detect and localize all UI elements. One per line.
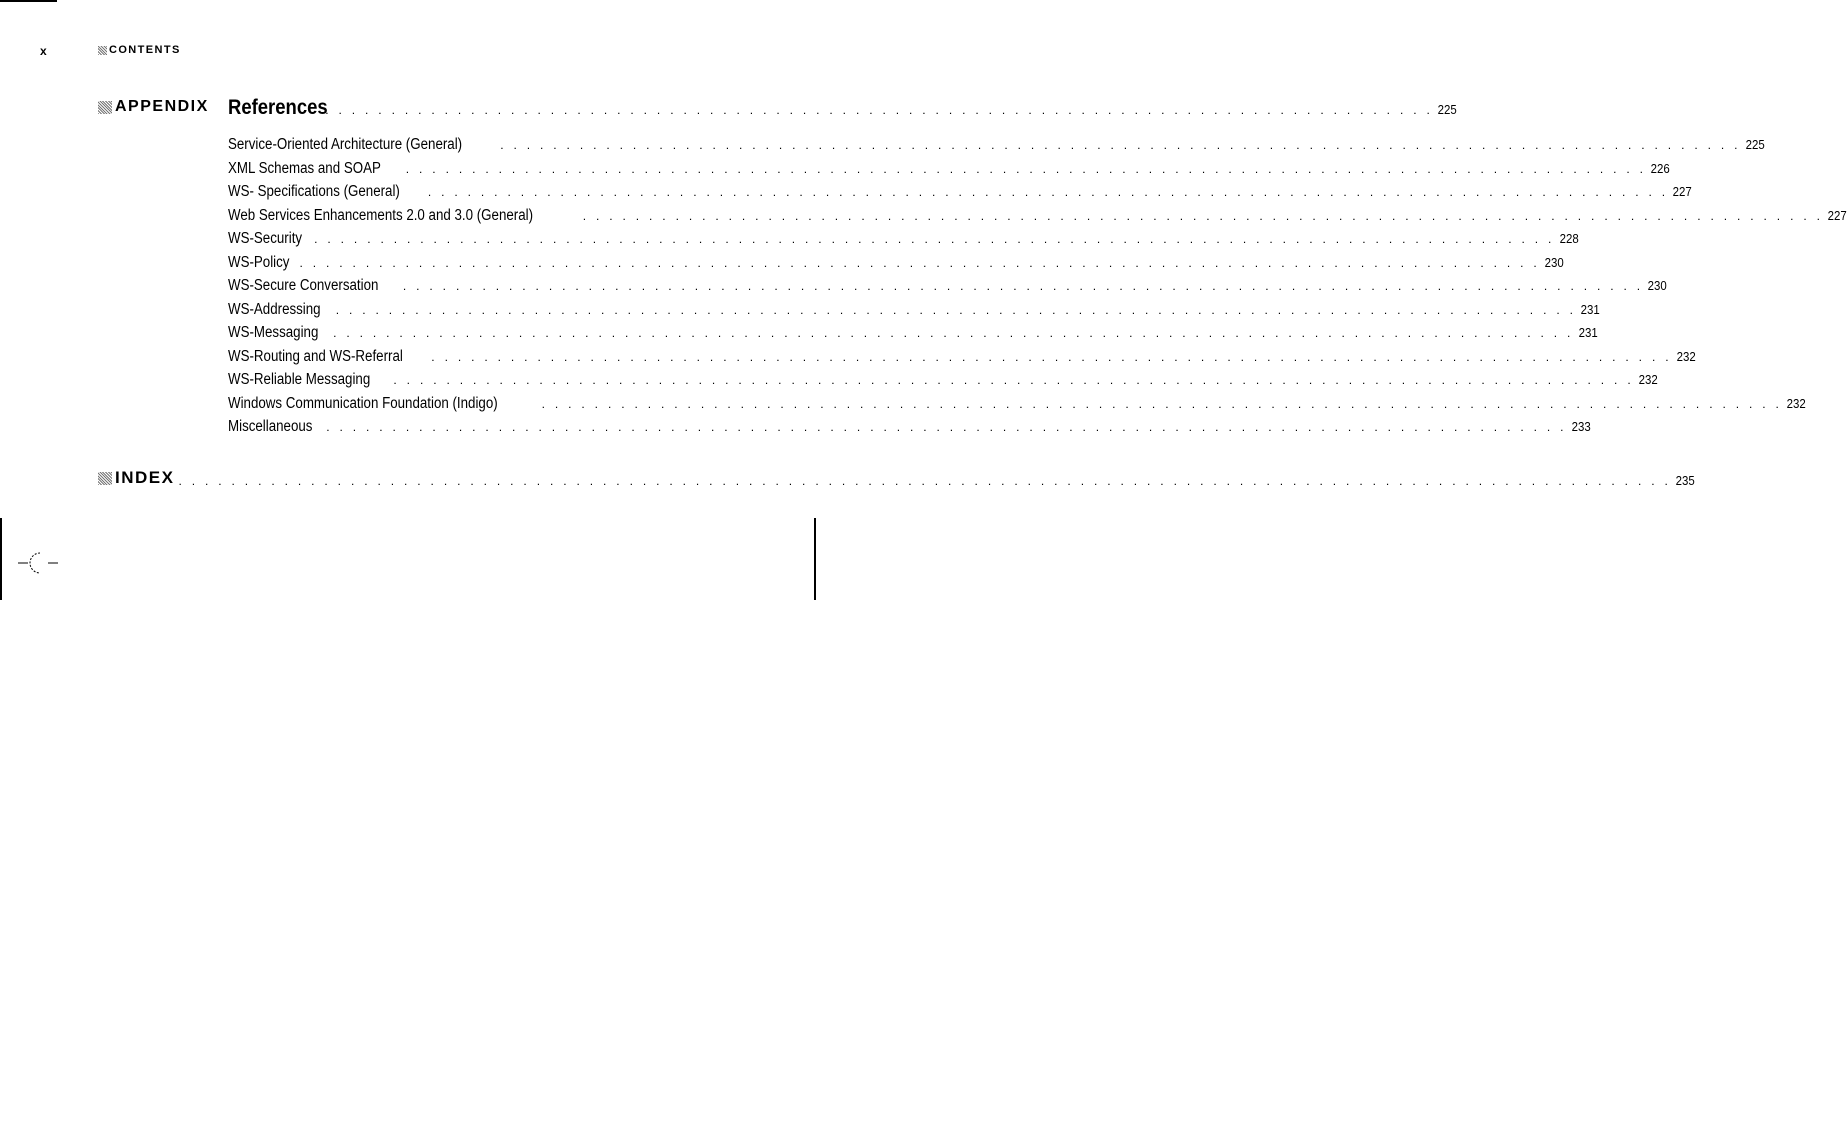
toc-entry[interactable] [228, 159, 1671, 184]
toc-heading-title: References [228, 96, 328, 119]
dot-leader: . . . . . . . . . . . . . . . . . . . . . . . . . . . . . . . . . . . . . . . . . . . . . . . . . . . . . . . . . . . . . . . . . . . . . . . . . . . . . . . . . . . . . . . . . . . . . . [326, 420, 1567, 434]
toc-heading-index[interactable] [98, 468, 1695, 488]
toc-page-number: 227 [1827, 207, 1847, 223]
toc-entry-title: XML Schemas and SOAP [228, 159, 381, 177]
dot-leader: . . . . . . . . . . . . . . . . . . . . . . . . . . . . . . . . . . . . . . . . . . . . . . . . . . . . . . . . . . . . . . . . . . . . . . . . . . . . . . . . . . . . . . . . . . . . . . [500, 138, 1741, 152]
toc-entry-list [228, 136, 1847, 442]
toc-entry[interactable] [228, 300, 1600, 325]
toc-entry[interactable] [228, 136, 1765, 160]
toc-entry[interactable] [228, 418, 1591, 442]
toc-page-number: 225 [1745, 137, 1765, 152]
toc-entry-title: WS-Policy [228, 253, 290, 271]
toc-page-number: 231 [1578, 325, 1598, 340]
toc-entry[interactable] [228, 253, 1564, 278]
appendix-label [98, 98, 209, 116]
toc-heading-references[interactable] [228, 96, 1457, 120]
registration-mark-icon [18, 548, 58, 578]
dot-leader: . . . . . . . . . . . . . . . . . . . . . . . . . . . . . . . . . . . . . . . . . . . . . . . . . . . . . . . . . . . . . . . . . . . . . . . . . . . . . . . . . . . . . . . . . . . . . . [335, 302, 1577, 317]
running-head [98, 44, 181, 56]
toc-entry[interactable] [228, 230, 1579, 254]
toc-entry-title: WS-Secure Conversation [228, 277, 379, 294]
toc-page-number: 233 [1571, 419, 1591, 434]
toc-entry[interactable] [228, 183, 1693, 207]
running-head-label: CONTENTS [109, 44, 181, 56]
toc-entry-title: WS- Specifications (General) [228, 183, 400, 200]
toc-entry[interactable] [228, 347, 1696, 372]
toc-entry-title: Service-Oriented Architecture (General) [228, 136, 463, 153]
crop-mark-right [814, 518, 816, 600]
toc-page-number: 235 [1675, 472, 1695, 488]
toc-entry-title: Web Services Enhancements 2.0 and 3.0 (General) [228, 206, 534, 224]
toc-entry-title: WS-Reliable Messaging [228, 371, 371, 388]
toc-entry-title: WS-Messaging [228, 324, 319, 341]
dot-leader: . . . . . . . . . . . . . . . . . . . . . . . . . . . . . . . . . . . . . . . . . . . . . . . . . . . . . . . . . . . . . . . . . . . . . . . . . . . . . . . . . . . . . . . . . . . . . . [314, 232, 1555, 246]
toc-entry[interactable] [228, 277, 1668, 301]
index-label: INDEX [115, 468, 175, 487]
toc-entry[interactable] [228, 324, 1598, 348]
crop-mark-left [0, 518, 2, 600]
toc-entry-title: Windows Communication Foundation (Indigo) [228, 394, 498, 412]
dot-leader: . . . . . . . . . . . . . . . . . . . . . . . . . . . . . . . . . . . . . . . . . . . . . . . . . . . . . . . . . . . . . . . . . . . . . . . . . . . . . . . . . . . . . . . . . . . . . . [402, 279, 1644, 293]
bullet-tick-icon [98, 46, 107, 55]
toc-page-number: 230 [1544, 254, 1564, 270]
toc-index-title [98, 468, 178, 488]
toc-entry-title: WS-Routing and WS-Referral [228, 347, 403, 365]
toc-page-number: 225 [1437, 102, 1457, 117]
page-number: x [40, 44, 47, 58]
toc-page-number: 227 [1673, 184, 1693, 199]
toc-entry-title: Miscellaneous [228, 418, 313, 435]
bullet-tick-icon [98, 101, 112, 114]
toc-page-number: 226 [1650, 160, 1671, 176]
dot-leader: . . . . . . . . . . . . . . . . . . . . . . . . . . . . . . . . . . . . . . . . . . . . . . . . . . . . . . . . . . . . . . . . . . . . . . . . . . . . . . . . . . . . . . . . . . . . . . [427, 185, 1669, 199]
toc-page-number: 230 [1648, 278, 1668, 293]
crop-mark-top [0, 0, 57, 2]
dot-leader: . . . . . . . . . . . . . . . . . . . . . . . . . . . . . . . . . . . . . . . . . . . . . . . . . . . . . . . . . . . . . . . . . . . . . . . . . . . . . . . . . . . . . . . . . . . . . . [333, 326, 1574, 340]
toc-page-number: 232 [1676, 348, 1696, 364]
dot-leader: . . . . . . . . . . . . . . . . . . . . . . . . . . . . . . . . . . . . . . . . . . . . . . . . . . . . . . . . . . . . . . . . . . . . . . . . . . . . . . . . . . . . . . . . . . . . . . [299, 255, 1541, 270]
dot-leader: . . . . . . . . . . . . . . . . . . . . . . . . . . . . . . . . . . . . . . . . . . . . . . . . . . . . . . . . . . . . . . . . . . . . . . . . . . . . . . . . . . . . . . . . . . . . . . [431, 349, 1672, 364]
bullet-tick-icon [98, 472, 112, 485]
toc-page-number: 232 [1638, 372, 1658, 387]
dot-leader: . . . . . . . . . . . . . . . . . . . . . . . . . . . . . . . . . . . . . . . . . . . . . . . . . . . . . . . . . . . . . . . . . . . . . . . . . . . . . . . . . . . . . . . . . . . . . . [393, 373, 1634, 387]
toc-entry[interactable] [228, 394, 1806, 419]
dot-leader: . . . . . . . . . . . . . . . . . . . . . . . . . . . . . . . . . . . . . . . . . . . . . . . . . . . . . . . . . . . . . . . . . . . . . . . . . . . . . . . . . . . . . . . . . . . . . . [541, 396, 1783, 411]
toc-entry-title: WS-Addressing [228, 300, 321, 318]
toc-page-number: 231 [1580, 301, 1600, 317]
dot-leader: . . . . . . . . . . . . . . . . . . . . . . . . . . . . . . . . . . . . . . . . . . . . . . . . . . . . . . . . . . . . . . . . . . . . . . . . . . . . . . . . . . . . . . . . . . . . . . [582, 208, 1824, 223]
toc-entry-title: WS-Security [228, 230, 303, 247]
dot-leader: . . . . . . . . . . . . . . . . . . . . . . . . . . . . . . . . . . . . . . . . . . . . . . . . . . . . . . . . . . . . . . . . . . . . . . . . . . . . . . . . . . . . . . . . . . . . . . . . . . . . . . . . . . . . . . . . . [178, 473, 1672, 488]
appendix-label-text: APPENDIX [115, 98, 209, 115]
dot-leader: . . . . . . . . . . . . . . . . . . . . . . . . . . . . . . . . . . . . . . . . . . . . . . . . . . . . . . . . . . . . . . . . . . . . . . . . . . . . . . . . . . . . [325, 103, 1434, 117]
toc-page-number: 232 [1786, 395, 1806, 411]
toc-entry[interactable] [228, 206, 1847, 231]
toc-page-number: 228 [1559, 231, 1579, 246]
toc-entry[interactable] [228, 371, 1658, 395]
dot-leader: . . . . . . . . . . . . . . . . . . . . . . . . . . . . . . . . . . . . . . . . . . . . . . . . . . . . . . . . . . . . . . . . . . . . . . . . . . . . . . . . . . . . . . . . . . . . . . [405, 161, 1647, 176]
